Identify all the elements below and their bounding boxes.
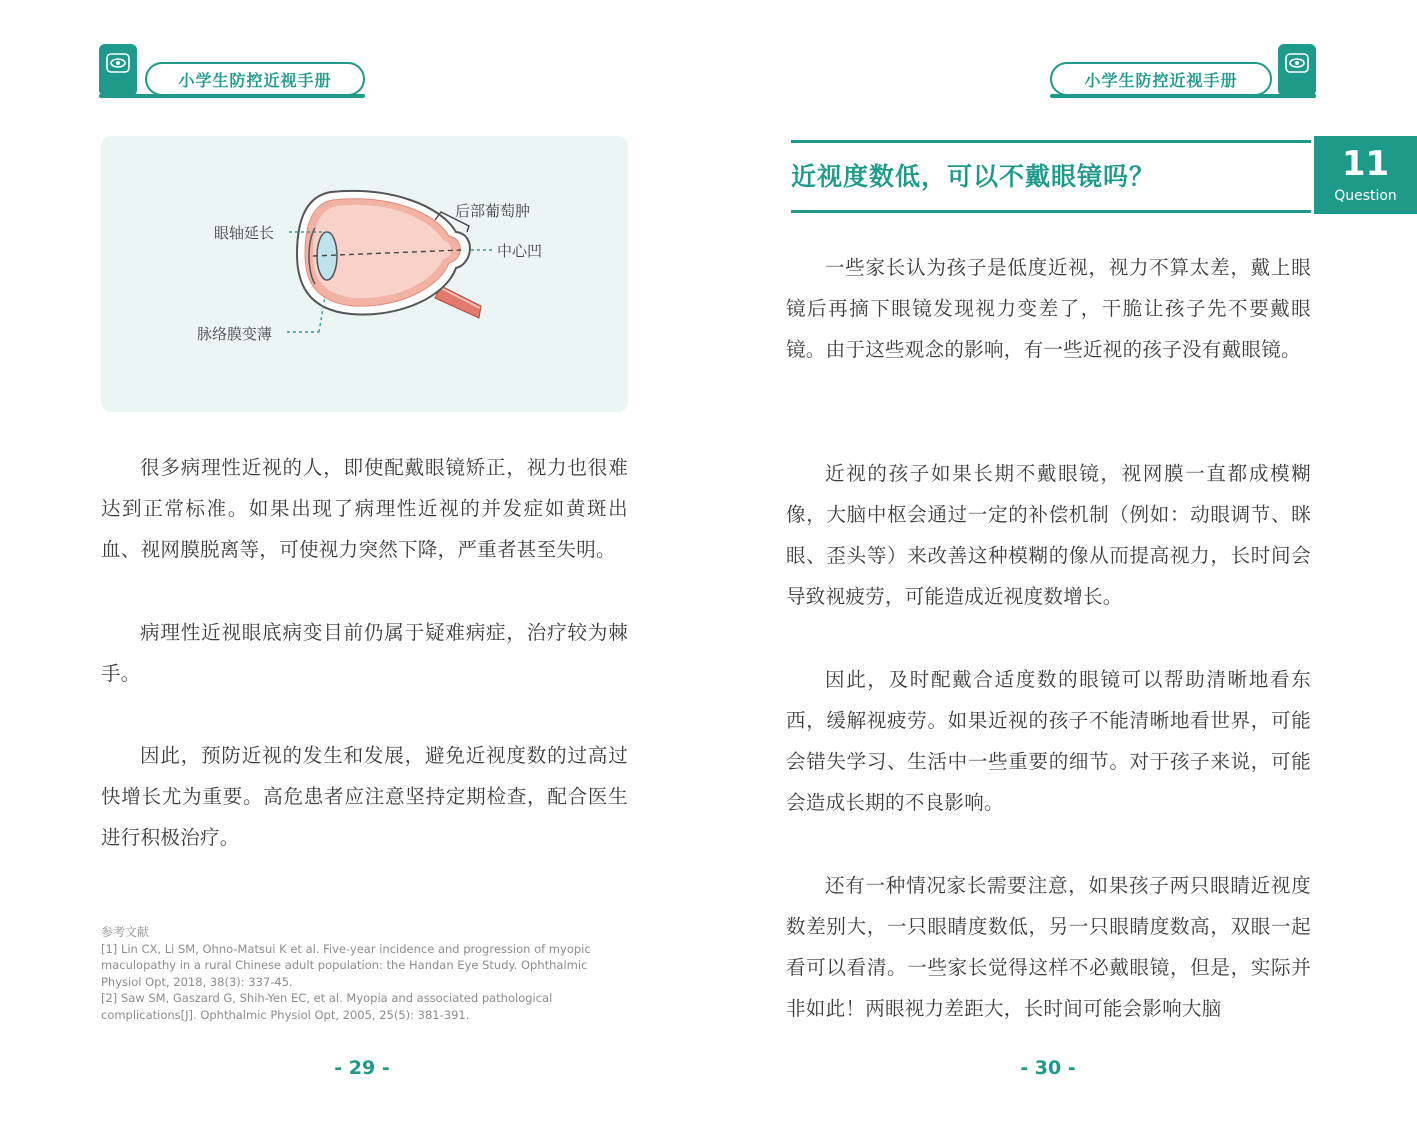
eye-icon	[106, 53, 130, 73]
right-paragraph-1: 一些家长认为孩子是低度近视，视力不算太差，戴上眼镜后再摘下眼镜发现视力变差了，干脆让孩子先不要戴眼镜。由于这些观念的影响，有一些近视的孩子没有戴眼镜。	[786, 256, 1311, 361]
references	[101, 924, 628, 1023]
myopic-eye-illustration	[101, 136, 628, 412]
right-header	[1050, 44, 1316, 100]
eye-icon	[1285, 53, 1309, 73]
header-title: 小学生防控近视手册	[1084, 71, 1238, 90]
header-title: 小学生防控近视手册	[178, 71, 332, 90]
left-paragraph-2: 病理性近视眼底病变目前仍属于疑难病症，治疗较为棘手。	[101, 621, 628, 685]
left-page	[0, 0, 708, 1122]
right-paragraph-4: 还有一种情况家长需要注意，如果孩子两只眼睛近视度数差别大，一只眼睛度数低，另一只眼睛度数高，双眼一起看可以看清。一些家长觉得这样不必戴眼镜，但是，实际并非如此！两眼视力差距大，长时间可能会影响大脑	[786, 874, 1311, 1020]
left-paragraph-1: 很多病理性近视的人，即使配戴眼镜矫正，视力也很难达到正常标准。如果出现了病理性近视的并发症如黄斑出血、视网膜脱离等，可使视力突然下降，严重者甚至失明。	[101, 456, 628, 561]
label-choroid-thinning: 脉络膜变薄	[197, 325, 273, 343]
page-number-right: - 30 -	[1020, 1057, 1076, 1079]
header-title-pill	[145, 62, 365, 96]
label-axial-elongation: 眼轴延长	[214, 224, 275, 242]
eye-diagram	[101, 136, 628, 412]
heading-rule-top	[791, 140, 1311, 143]
page-number-left: - 29 -	[334, 1057, 390, 1079]
header-eye-badge	[1278, 44, 1316, 96]
question-heading	[791, 140, 1311, 212]
reference-item: [2] Saw SM, Gaszard G, Shih-Yen EC, et al. Myopia and associated pathological complications[J]. Ophthalmic Physiol Opt, 2005, 25(5): 381-391.	[101, 991, 553, 1022]
right-paragraph-3: 因此，及时配戴合适度数的眼镜可以帮助清晰地看东西，缓解视疲劳。如果近视的孩子不能清晰地看世界，可能会错失学习、生活中一些重要的细节。对于孩子来说，可能会造成长期的不良影响。	[786, 668, 1311, 814]
question-title: 近视度数低，可以不戴眼镜吗？	[791, 162, 1156, 191]
label-posterior-staphyloma: 后部葡萄肿	[455, 202, 531, 220]
left-header	[99, 44, 365, 100]
question-number-badge	[1314, 136, 1417, 214]
question-number: 11	[1341, 144, 1390, 184]
heading-rule-bottom	[791, 210, 1311, 213]
reference-item: [1] Lin CX, Li SM, Ohno-Matsui K et al. Five-year incidence and progression of myopic maculopathy in a rural Chinese adult population: the Handan Eye Study. Ophthalmic Physiol Opt, 2018, 38(3): 337-45.	[101, 941, 591, 989]
right-paragraph-2: 近视的孩子如果长期不戴眼镜，视网膜一直都成模糊像，大脑中枢会通过一定的补偿机制（例如：动眼调节、眯眼、歪头等）来改善这种模糊的像从而提高视力，长时间会导致视疲劳，可能造成近视度数增长。	[786, 462, 1311, 608]
references-title: 参考文献	[101, 925, 150, 939]
question-word: Question	[1334, 188, 1397, 204]
header-title-pill	[1050, 62, 1272, 96]
header-eye-badge	[99, 44, 137, 96]
left-paragraph-3: 因此，预防近视的发生和发展，避免近视度数的过高过快增长尤为重要。高危患者应注意坚持定期检查，配合医生进行积极治疗。	[101, 744, 628, 849]
label-fovea: 中心凹	[497, 242, 543, 260]
